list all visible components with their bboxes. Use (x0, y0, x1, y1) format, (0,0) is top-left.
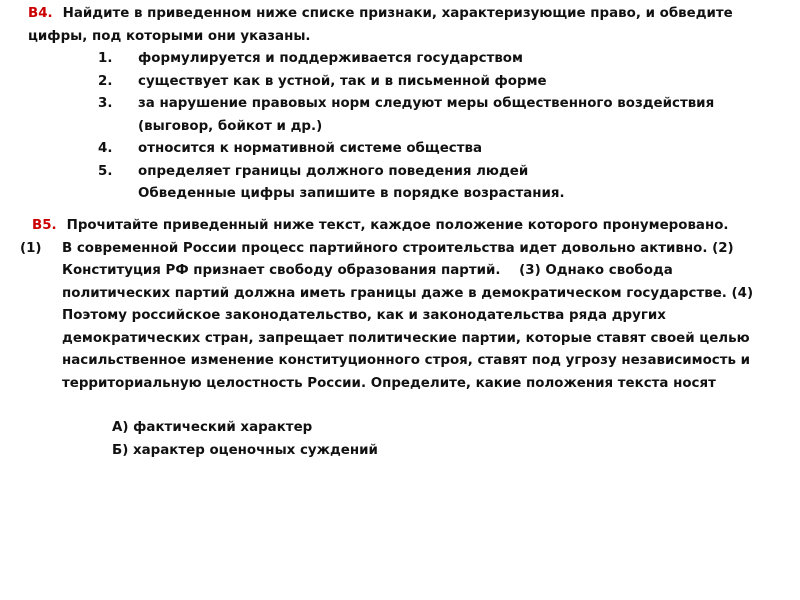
list-number: 3. (98, 96, 113, 111)
list-number: 2. (98, 73, 113, 89)
paragraph-number: (1) (20, 240, 42, 256)
list-item-text-continued: (выговор, бойкот и др.) (138, 118, 323, 134)
paragraph-line: политических партий должна иметь границы даже в демократическом государстве. (4) (62, 285, 754, 301)
b4-list-item-4 (28, 138, 788, 161)
list-item-text: за нарушение правовых норм следуют меры общественного воздействия (138, 96, 715, 111)
list-item-text: относится к нормативной системе общества (138, 141, 483, 156)
b5-paragraph (20, 238, 790, 396)
answer-option-a: А) фактический характер (112, 420, 313, 435)
task-b4 (28, 3, 788, 206)
list-item-text: существует как в устной, так и в письменной форме (138, 73, 547, 89)
b5-label: В5. (32, 218, 57, 233)
paragraph-line: насильственное изменение конституционного строя, ставят под угрозу независимость и (62, 353, 751, 368)
task-b5 (20, 215, 790, 462)
answer-option-b: Б) характер оценочных суждений (112, 442, 378, 458)
list-number: 4. (98, 141, 113, 156)
list-item-text: формулируется и поддерживается государством (138, 51, 523, 66)
paragraph-line: демократических стран, запрещает политические партии, которые ставят своей целью (62, 330, 750, 346)
b4-prompt-text: Найдите в приведенном ниже списке признаки, характеризующие право, и обведите (62, 6, 733, 21)
b4-prompt-line-1 (28, 3, 788, 26)
b4-list-item-2 (28, 71, 788, 94)
paragraph-line: Конституция РФ признает свободу образования партий. (3) Однако свобода (62, 263, 673, 278)
b4-instruction: Обведенные цифры запишите в порядке возрастания. (138, 186, 565, 201)
b4-list-item-3 (28, 93, 788, 138)
b4-label: В4. (28, 6, 53, 21)
b5-answer-options (20, 417, 790, 462)
b4-list-item-5 (28, 161, 788, 184)
paragraph-line: В современной России процесс партийного строительства идет довольно активно. (2) (62, 240, 734, 256)
paragraph-line: Поэтому российское законодательство, как и законодательства ряда других (62, 308, 666, 323)
list-number: 1. (98, 51, 113, 66)
b4-prompt-line-2: цифры, под которыми они указаны. (28, 28, 311, 44)
list-item-text: определяет границы должного поведения людей (138, 163, 529, 179)
b5-header-text: Прочитайте приведенный ниже текст, каждое положение которого пронумеровано. (66, 218, 729, 233)
b5-header (20, 215, 790, 238)
paragraph-line: территориальную целостность России. Определите, какие положения текста носят (62, 375, 716, 391)
b4-list-item-1 (28, 48, 788, 71)
list-number: 5. (98, 163, 113, 179)
